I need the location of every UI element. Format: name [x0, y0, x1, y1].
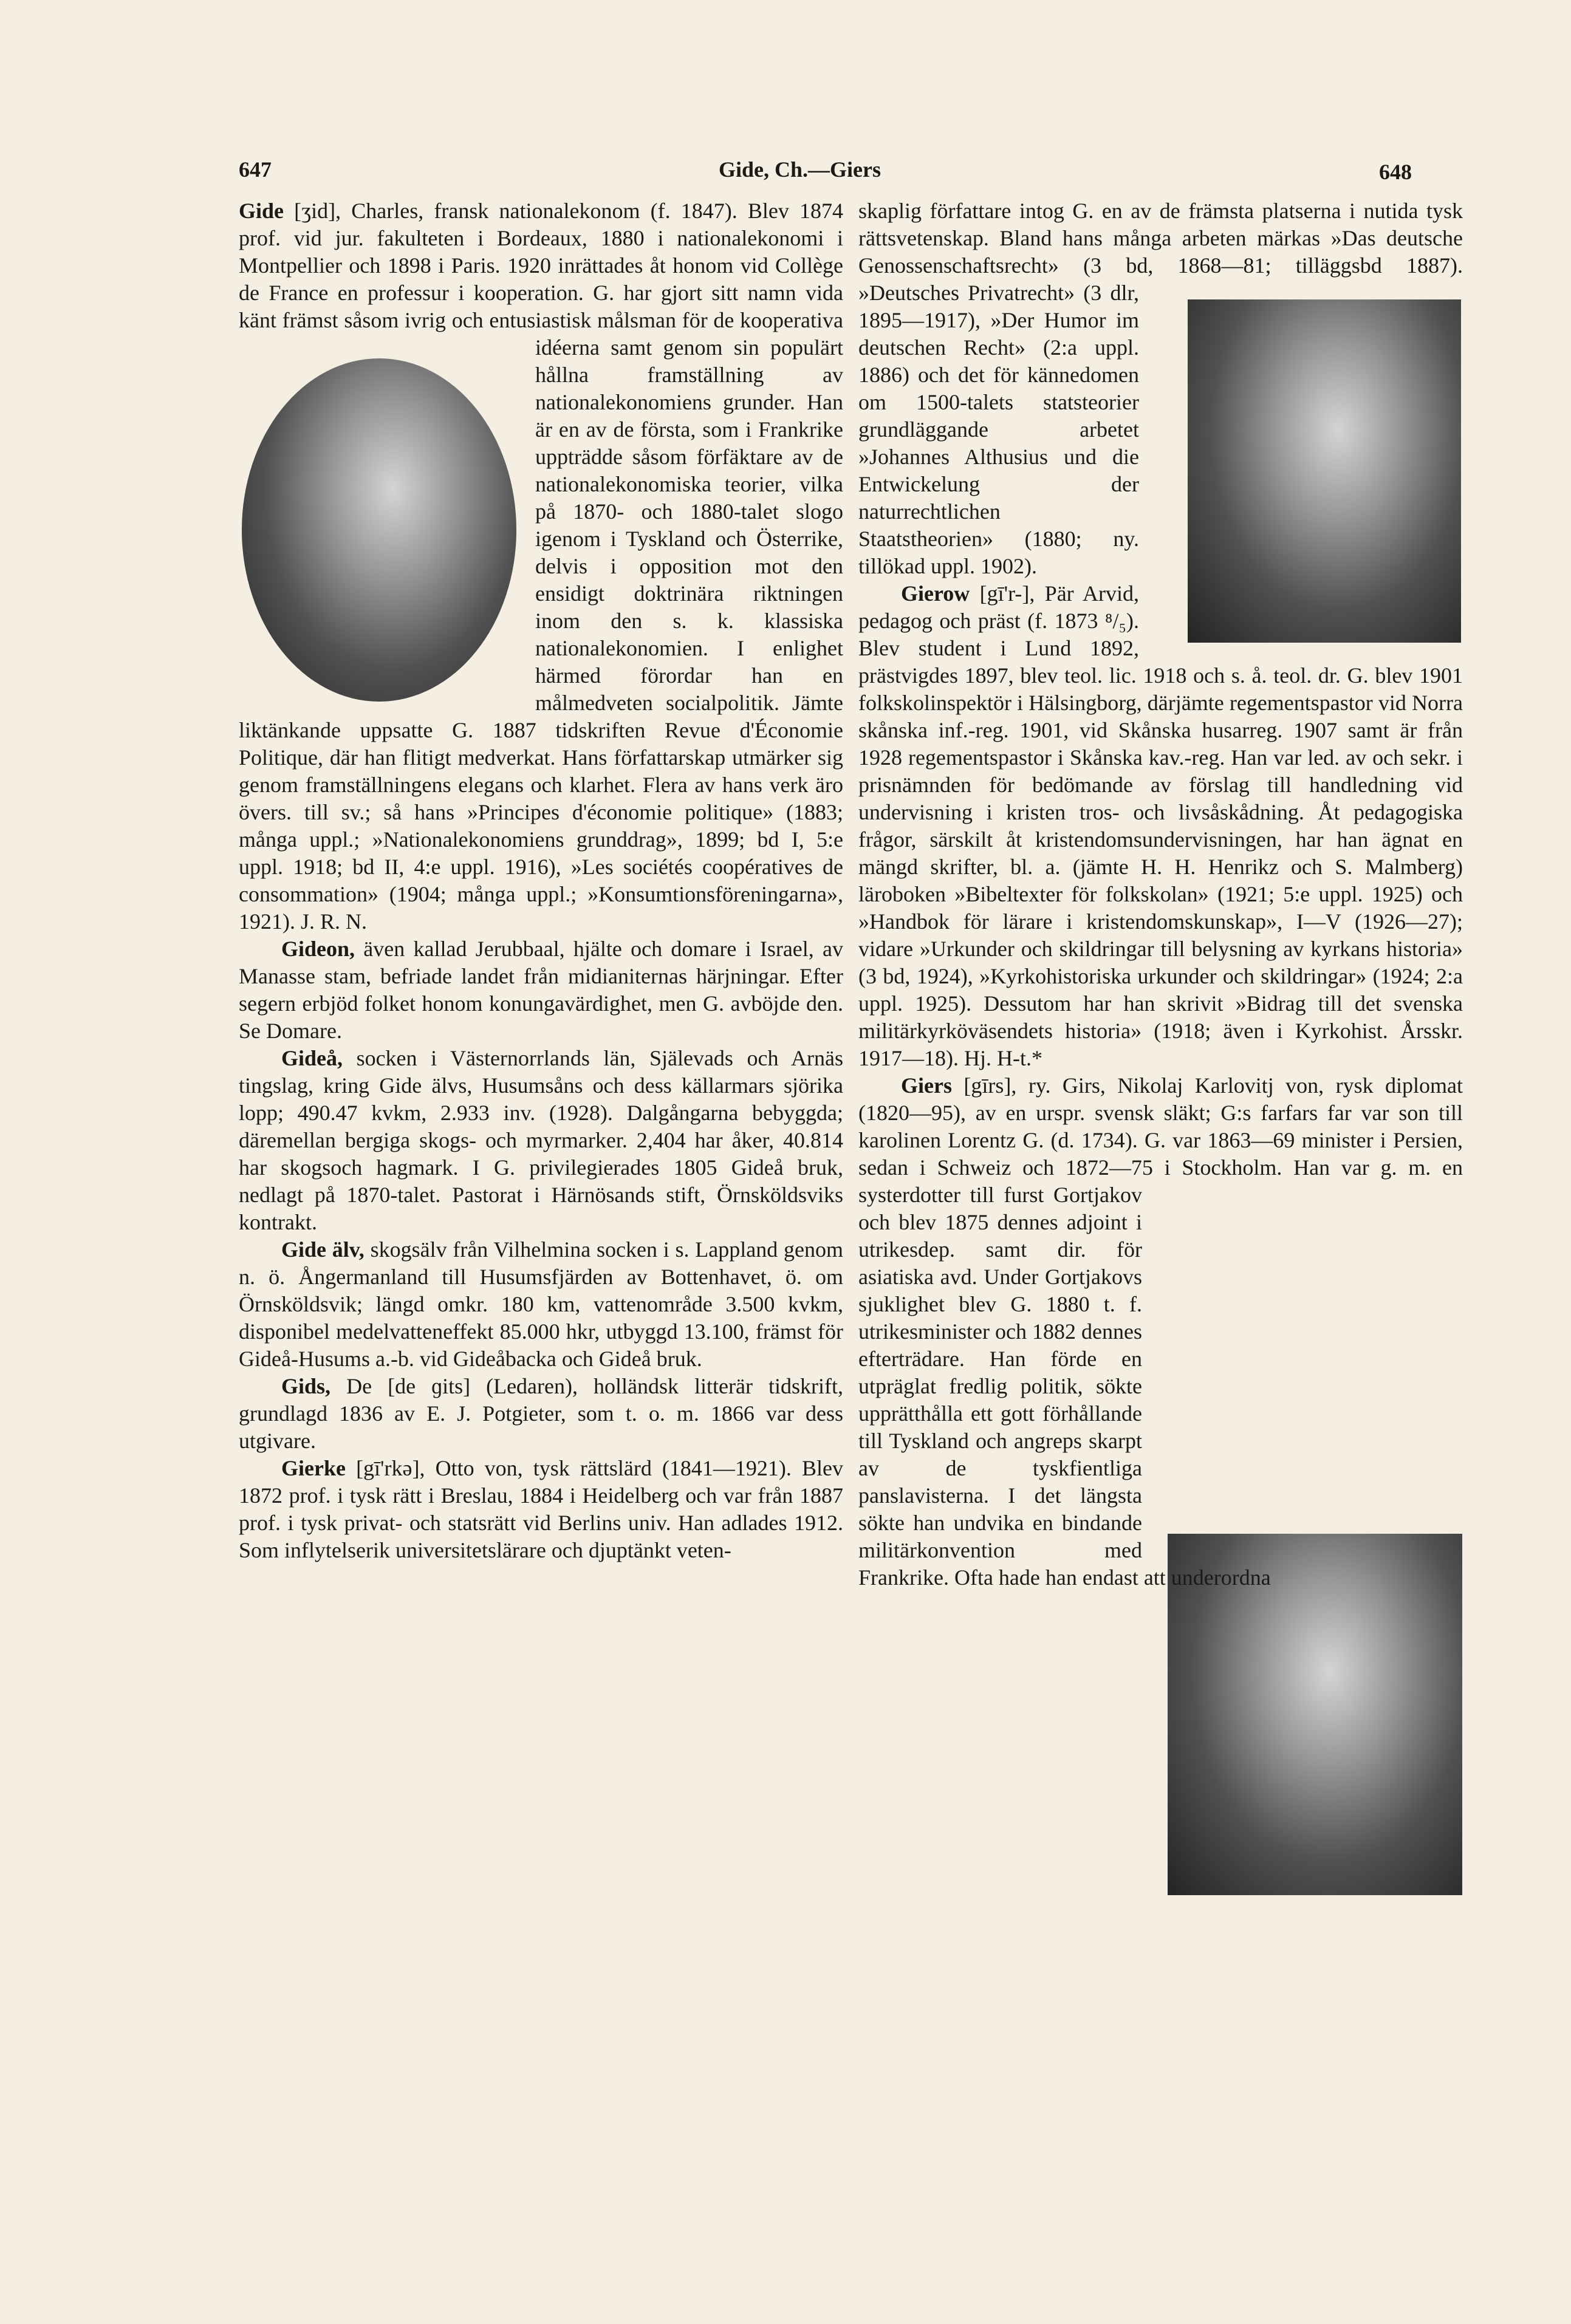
page-number-left: 647 — [239, 157, 272, 182]
running-title: Gide, Ch.—Giers — [719, 157, 881, 182]
headword: Gideon, — [281, 937, 355, 961]
headword: Gideå, — [281, 1046, 343, 1070]
entry-gierow: Gierow [gī'r-], Pär Arvid, pedagog och präst (f. 1873 ⁸/₅). Blev student i Lund 1892, prästvigdes 1897, blev teol. lic. 1918 och s. å. teol. dr. G. blev 1901 folkskolinspektör i Hälsingborg, därjämte regementspastor vid Norra skånska inf.-reg. 1901, vid Skånska husarreg. 1907 samt är från 1928 regementspastor i Skånska kav.-reg. Han var led. av och sekr. i prisnämnden för bedömande av förslag till handledning vid undervisning i kristen tros- och livsåskådning. Åt pedagogiska frågor, särskilt åt kristendomsundervisningen, har han ägnat en mängd skrifter, bl. a. (jämte H. H. Henrikz och S. Malmberg) läroboken »Bibeltexter för folkskolan» (1921; 5:e uppl. 1925) och »Handbok för lärare i kristendomskunskap», I—V (1926—27); vidare »Urkunder och skildringar till belysning av kyrkans historia» (3 bd, 1924), »Kyrkohistoriska urkunder och skildringar» (1924; 2:a uppl. 1925). Dessutom har han skrivit »Bidrag till det svenska militärkyrköväsendets historia» (1918; även i Kyrkohist. Årsskr. 1917—18). Hj. H-t.* — [858, 581, 1463, 1070]
headword: Gide älv, — [281, 1237, 365, 1262]
headword: Gide — [239, 199, 284, 223]
headword: Gids, — [281, 1374, 331, 1398]
headword: Giers — [901, 1073, 952, 1098]
page-number-right: 648 — [1379, 160, 1412, 184]
entry-gide-alv: Gide älv, skogsälv från Vilhelmina socken i s. Lappland genom n. ö. Ångermanland till Husumsfjärden av Bottenhavet, ö. om Örnsköldsvik; längd omkr. 180 km, vattenområde 3.500 kvkm, disponibel medelvatteneffekt 85.000 hkr, utbyggd 13.100, främst för Gideå-Husums a.-b. vid Gideåbacka och Gideå bruk. — [239, 1237, 844, 1371]
entry-gideon: Gideon, även kallad Jerubbaal, hjälte och domare i Israel, av Manasse stam, befriade landet från midianiternas härjningar. Efter segern erbjöd folket honom konungavärdighet, men G. avböjde den. Se Domare. — [239, 937, 844, 1043]
left-column — [239, 197, 843, 1564]
entry-gidea: Gideå, socken i Västernorrlands län, Själevads och Arnäs tingslag, kring Gide älvs, Husumsåns och dess källarmars sjörika lopp; 490.47 kvkm, 2.933 inv. (1928). Dalgångarna bebyggda; däremellan bergiga skogs- och myrmarker. 2,404 har åker, 40.814 har skogsoch hagmark. I G. privilegierades 1805 Gideå bruk, nedlagt på 1870-talet. Pastorat i Härnösands stift, Örnsköldsviks kontrakt. — [239, 1046, 843, 1234]
entry-gide: Gide [ʒid], Charles, fransk nationalekonom (f. 1847). Blev 1874 prof. vid jur. fakulteten i Bordeaux, 1880 i nationalekonomi i Montpellier och 1898 i Paris. 1920 inrättades åt honom vid Collège de France en professur i kooperation. G. har gjort sitt namn vida känt främst såsom ivrig och entusiastisk målsman för de kooperativa idéerna samt genom sin populärt hållna framställning av nationalekonomiens grunder. Han är en av de första, som i Frankrike uppträdde såsom förfäktare av de nationalekonomiska teorier, vilka på 1870- och 1880-talet slogo igenom i Tyskland och Österrike, delvis i opposition mot den ensidigt doktrinära riktningen inom den s. k. klassiska nationalekonomien. I enlighet härmed förordar han en målmedveten socialpolitik. Jämte liktänkande uppsatte G. 1887 tidskriften Revue d'Économie Politique, där han flitigt medverkat. Hans författarskap utmärker sig genom framställningens elegans och klarhet. Flera av hans verk äro övers. till sv.; så hans »Principes d'économie politique» (1883; många uppl.; »Nationalekonomiens grunddrag», 1899; bd I, 5:e uppl. 1918; bd II, 4:e uppl. 1916), »Les sociétés coopératives de consommation» (1904; många uppl.; »Konsumtionsföreningarna», 1921). J. R. N. — [239, 199, 844, 934]
entry-gierke: Gierke [gī'rkə], Otto von, tysk rättslärd (1841—1921). Blev 1872 prof. i tysk rätt i Breslau, 1884 i Heidelberg och var från 1887 prof. i tysk privat- och statsrätt vid Berlins univ. Han adlades 1912. Som inflytelserik universitetslärare och djuptänkt veten- — [239, 1456, 843, 1562]
headword: Gierow — [901, 581, 970, 606]
entry-giers: Giers [gīrs], ry. Girs, Nikolaj Karlovitj von, rysk diplomat (1820—95), av en urspr. svensk släkt; G:s farfars far var son till karolinen Lorentz G. (d. 1734). G. var 1863—69 minister i Persien, sedan i Schweiz och 1872—75 i Stockholm. Han var g. m. en systerdotter till furst Gortjakov och blev 1875 dennes adjoint i utrikesdep. samt dir. för asiatiska avd. Under Gortjakovs sjuklighet blev G. 1880 t. f. utrikesminister och 1882 dennes efterträdare. Han förde en utpräglat fredlig politik, sökte upprätthålla ett gott förhållande till Tyskland och angreps skarpt av de tyskfientliga panslavisterna. I det längsta sökte han undvika en bindande militärkonvention med Frankrike. Ofta hade han endast att underordna — [858, 1073, 1463, 1590]
entry-gids: Gids, De [de ɡits] (Ledaren), holländsk litterär tidskrift, grundlagd 1836 av E. J. Potgieter, som t. o. m. 1866 var dess utgivare. — [239, 1374, 844, 1453]
entry-gierke-cont: skaplig författare intog G. en av de främsta platserna i nutida tysk rättsvetenskap. Bland hans många arbeten märkas »Das deutsche Genossenschaftsrecht» (3 bd, 1868—81; tilläggsbd 1887). »Deutsches Privatrecht» (3 dlr, 1895—1917), »Der Humor im deutschen Recht» (2:a uppl. 1886) och det för kännedomen om 1500-talets statsteorier grundläggande arbetet »Johannes Althusius und die Entwickelung der naturrechtlichen Staatstheorien» (1880; ny. tillökad uppl. 1902). — [858, 199, 1463, 578]
headword: Gierke — [281, 1456, 346, 1480]
right-column — [858, 197, 1463, 1591]
